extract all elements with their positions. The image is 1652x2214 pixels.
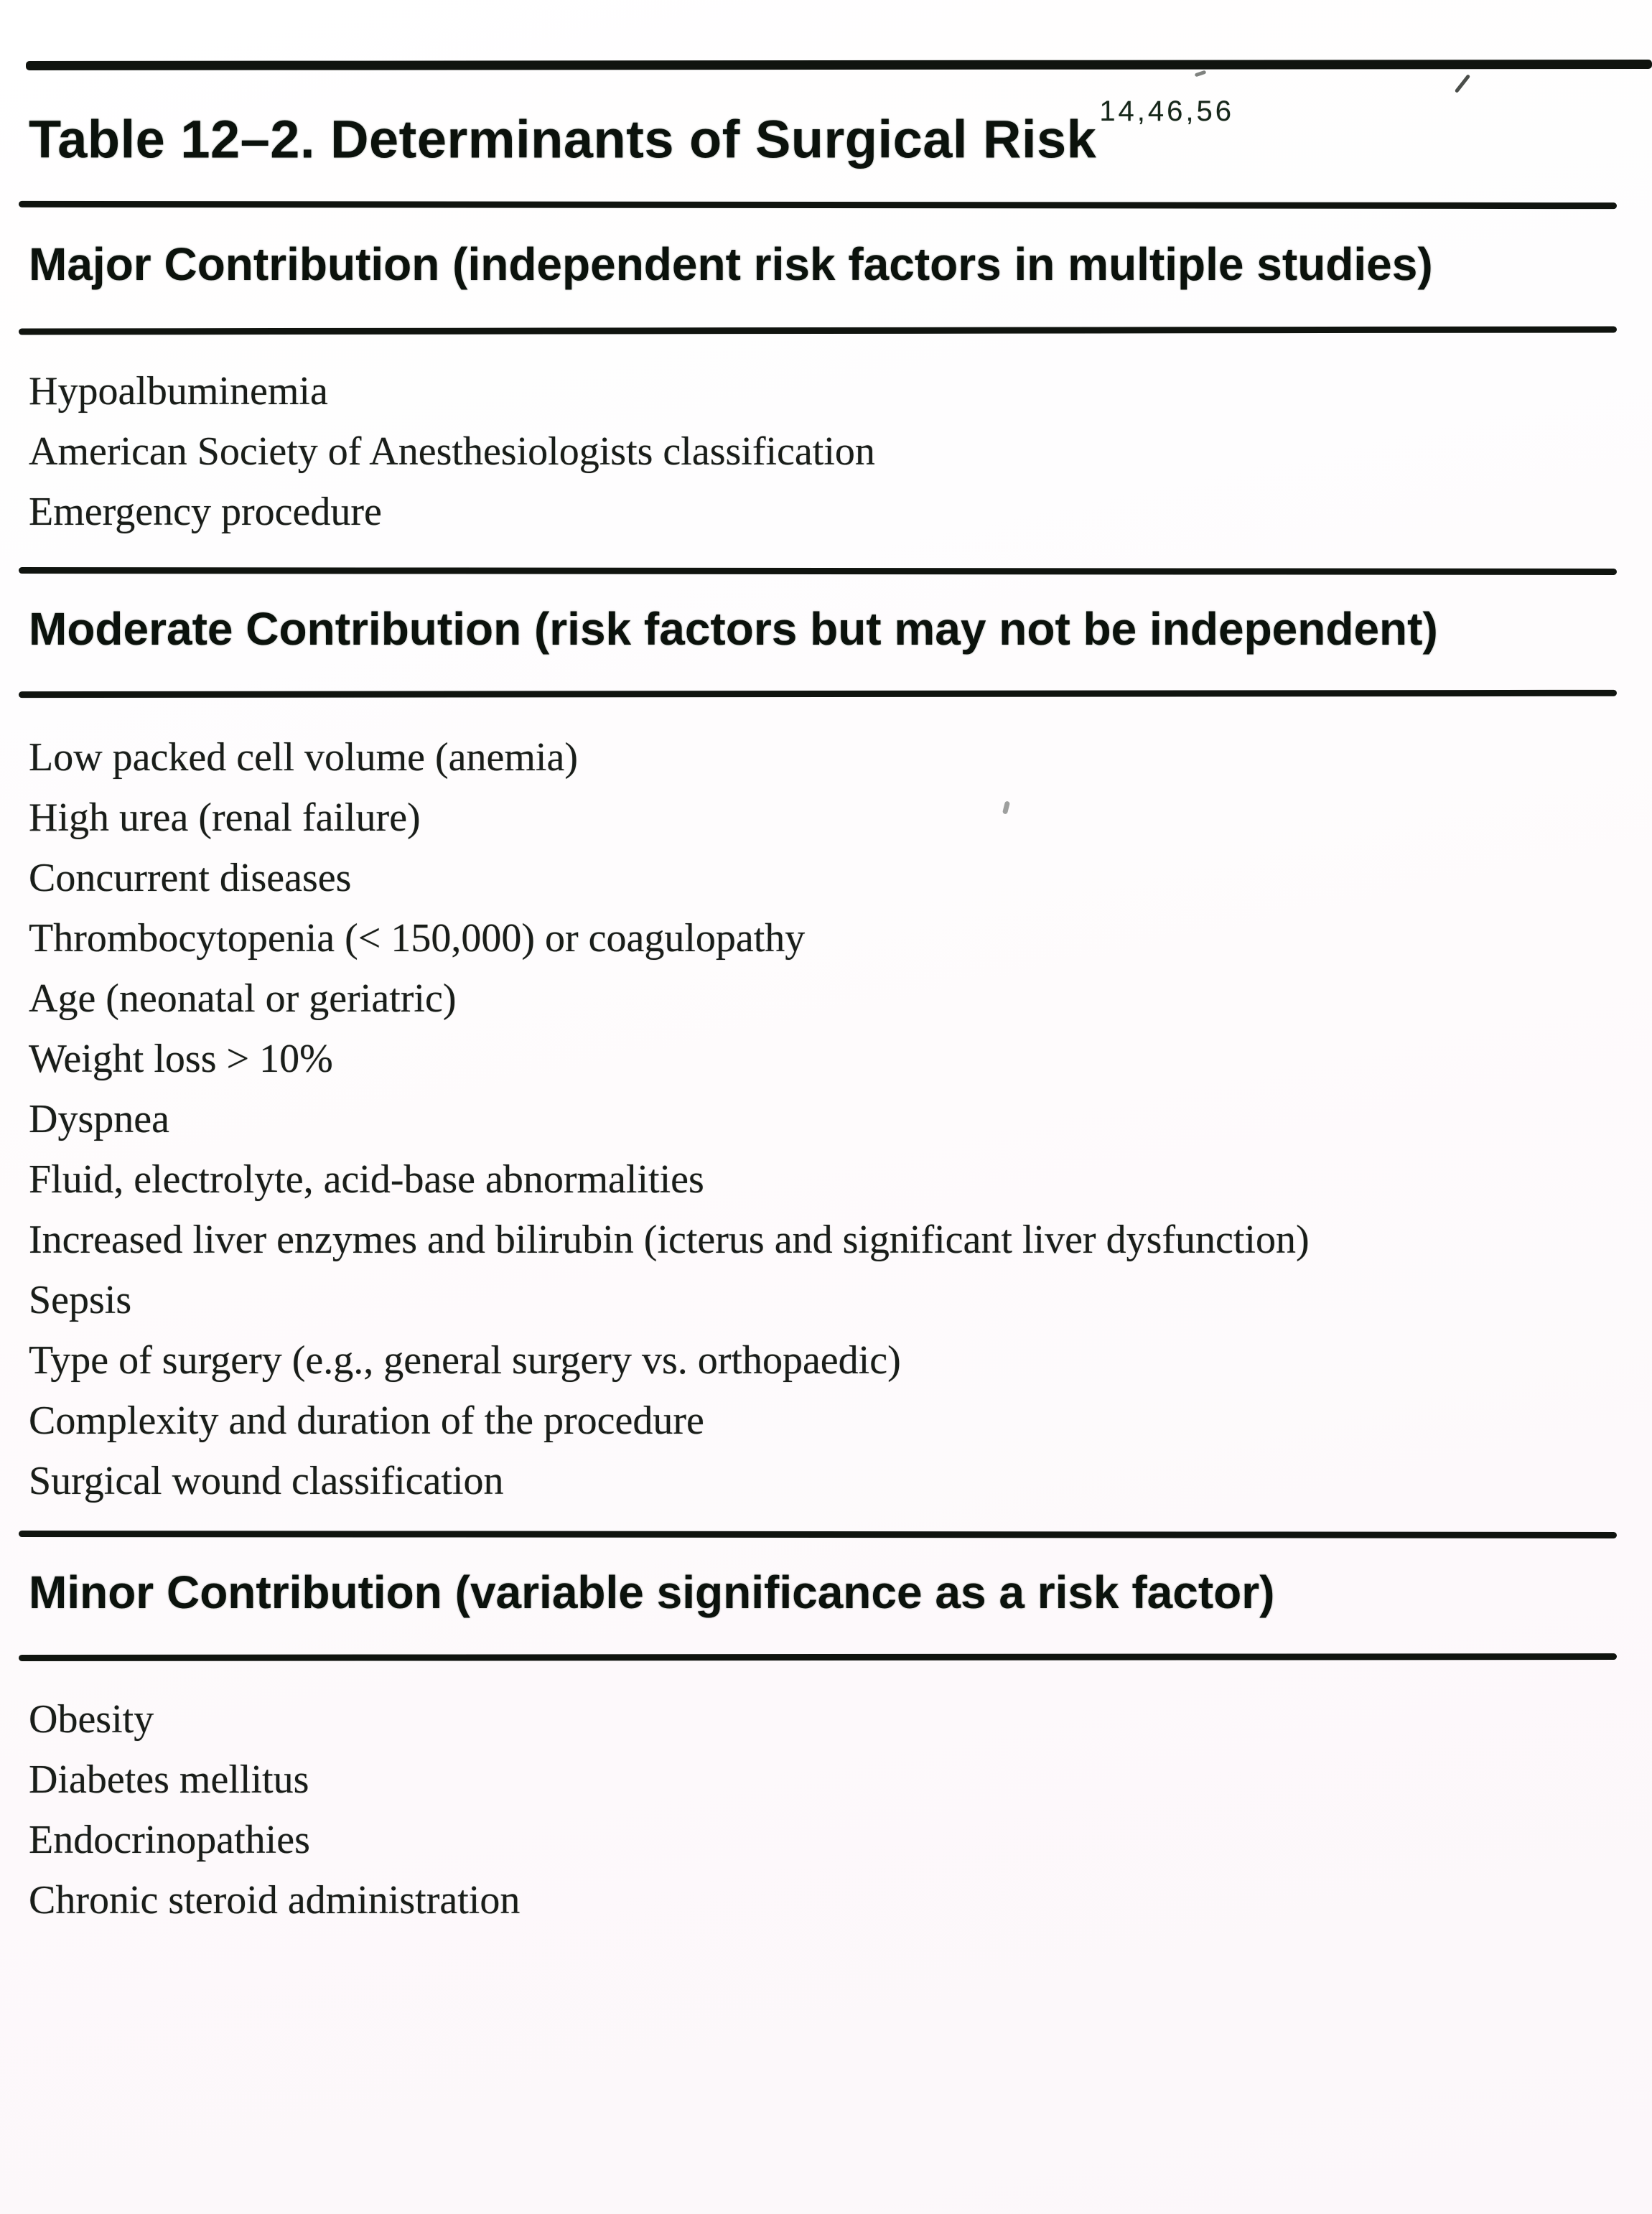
risk-factor-item: Emergency procedure [29,489,382,534]
risk-factor-item: Chronic steroid administration [29,1877,521,1923]
section-divider [19,567,1617,575]
risk-factor-item: Dyspnea [29,1096,169,1141]
section-heading-major: Major Contribution (independent risk factors in multiple studies) [29,238,1433,290]
table-title-text: Table 12–2. Determinants of Surgical Risk [29,109,1097,169]
risk-factor-item: Low packed cell volume (anemia) [29,734,578,780]
scanned-table-page [0,60,1652,2214]
risk-factor-item: Sepsis [29,1277,132,1322]
major-risk-factor-list [29,361,1652,542]
risk-factor-item: Type of surgery (e.g., general surgery vs. orthopaedic) [29,1337,901,1383]
section-heading-minor: Minor Contribution (variable significance as a risk factor) [29,1566,1275,1618]
table-title [29,95,1652,169]
risk-factor-item: Surgical wound classification [29,1458,504,1503]
risk-factor-item: High urea (renal failure) [29,795,421,840]
section-heading-moderate: Moderate Contribution (risk factors but may not be independent) [29,602,1438,655]
risk-factor-item: Endocrinopathies [29,1817,310,1862]
risk-factor-item: Thrombocytopenia (< 150,000) or coagulopathy [29,915,806,961]
risk-factor-item: Diabetes mellitus [29,1757,309,1802]
risk-factor-item: Age (neonatal or geriatric) [29,976,457,1021]
top-rule [26,60,1652,70]
scan-artifact-mark [1455,74,1470,93]
risk-factor-item: American Society of Anesthesiologists classification [29,429,875,474]
section-divider [19,1653,1617,1661]
risk-factor-item: Fluid, electrolyte, acid-base abnormalities [29,1157,704,1202]
moderate-risk-factor-list [29,727,1652,1511]
risk-factor-item: Hypoalbuminemia [29,368,328,414]
scan-artifact-mark [1195,70,1207,78]
minor-risk-factor-list [29,1689,1652,1930]
risk-factor-item: Weight loss > 10% [29,1036,333,1081]
risk-factor-item: Increased liver enzymes and bilirubin (icterus and significant liver dysfunction) [29,1217,1310,1262]
section-divider [19,200,1617,208]
risk-factor-item: Concurrent diseases [29,855,352,900]
table-title-references: 14,46,56 [1099,95,1235,127]
risk-factor-item: Complexity and duration of the procedure [29,1398,704,1443]
section-divider [19,326,1617,335]
section-divider [19,1531,1617,1538]
section-divider [19,689,1617,697]
risk-factor-item: Obesity [29,1696,154,1742]
